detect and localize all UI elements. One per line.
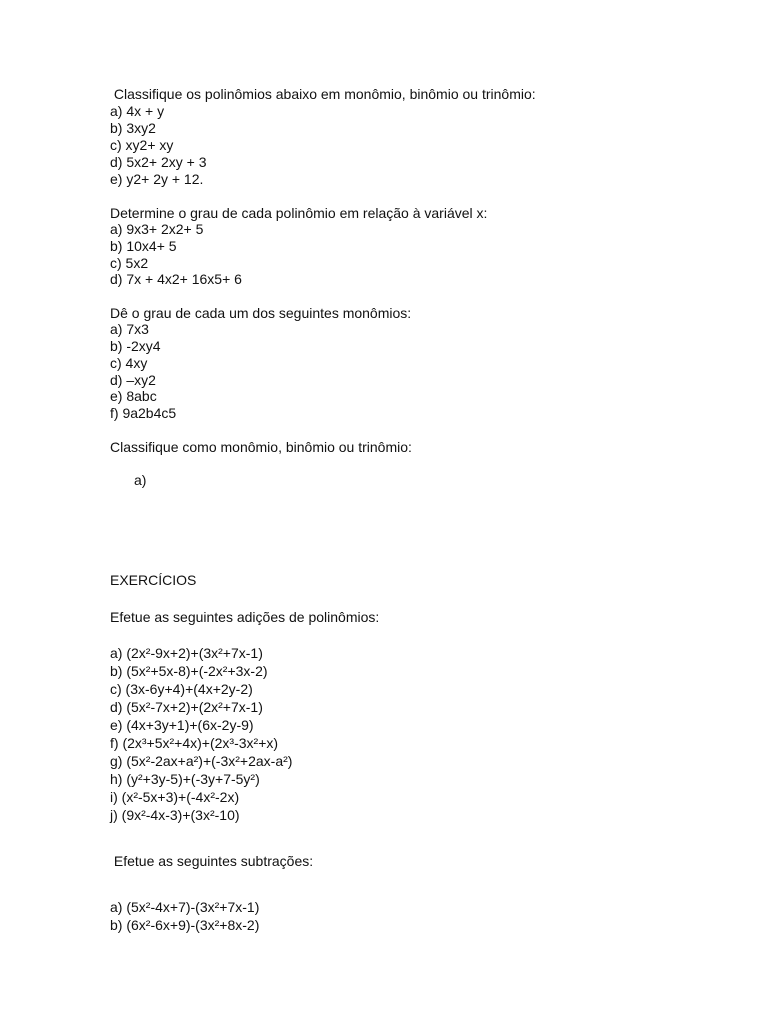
section6-item-j: j) (9x²-4x-3)+(3x²-10) <box>110 807 240 823</box>
section6-item-f: f) (2x³+5x²+4x)+(2x³-3x²+x) <box>110 735 279 751</box>
section3-item-c: c) 4xy <box>110 355 148 371</box>
section1-item-a: a) 4x + y <box>110 103 165 119</box>
section3-item-b: b) -2xy4 <box>110 338 161 354</box>
section2-item-d: d) 7x + 4x2+ 16x5+ 6 <box>110 271 242 287</box>
section2-item-a: a) 9x3+ 2x2+ 5 <box>110 221 204 237</box>
section1-item-e: e) y2+ 2y + 12. <box>110 171 204 187</box>
section3-heading: Dê o grau de cada um dos seguintes monômios: <box>110 305 412 321</box>
section7-item-b: b) (6x²-6x+9)-(3x²+8x-2) <box>110 917 260 933</box>
section3-item-a: a) 7x3 <box>110 321 149 337</box>
section3-item-e: e) 8abc <box>110 388 157 404</box>
section6-item-e: e) (4x+3y+1)+(6x-2y-9) <box>110 717 254 733</box>
section6-item-h: h) (y²+3y-5)+(-3y+7-5y²) <box>110 771 260 787</box>
section6-heading: Efetue as seguintes adições de polinômios: <box>110 609 380 625</box>
section2-item-b: b) 10x4+ 5 <box>110 238 177 254</box>
section1-heading: Classifique os polinômios abaixo em monômio, binômio ou trinômio: <box>110 86 536 102</box>
section1-item-b: b) 3xy2 <box>110 120 156 136</box>
section1-item-d: d) 5x2+ 2xy + 3 <box>110 154 207 170</box>
section1-item-c: c) xy2+ xy <box>110 137 174 153</box>
section6-item-g: g) (5x²-2ax+a²)+(-3x²+2ax-a²) <box>110 753 293 769</box>
section7-heading: Efetue as seguintes subtrações: <box>110 853 314 869</box>
exercises-title: EXERCÍCIOS <box>110 572 197 588</box>
section4-heading: Classifique como monômio, binômio ou trinômio: <box>110 439 412 455</box>
section7-item-a: a) (5x²-4x+7)-(3x²+7x-1) <box>110 899 260 915</box>
section6-item-a: a) (2x²-9x+2)+(3x²+7x-1) <box>110 645 263 661</box>
section4-item-a: a) <box>134 472 147 488</box>
section6-item-b: b) (5x²+5x-8)+(-2x²+3x-2) <box>110 663 268 679</box>
section6-item-d: d) (5x²-7x+2)+(2x²+7x-1) <box>110 699 263 715</box>
section3-item-f: f) 9a2b4c5 <box>110 405 177 421</box>
section2-heading: Determine o grau de cada polinômio em relação à variável x: <box>110 205 488 221</box>
section6-item-c: c) (3x-6y+4)+(4x+2y-2) <box>110 681 253 697</box>
section3-item-d: d) –xy2 <box>110 372 156 388</box>
section2-item-c: c) 5x2 <box>110 255 149 271</box>
section6-item-i: i) (x²-5x+3)+(-4x²-2x) <box>110 789 240 805</box>
